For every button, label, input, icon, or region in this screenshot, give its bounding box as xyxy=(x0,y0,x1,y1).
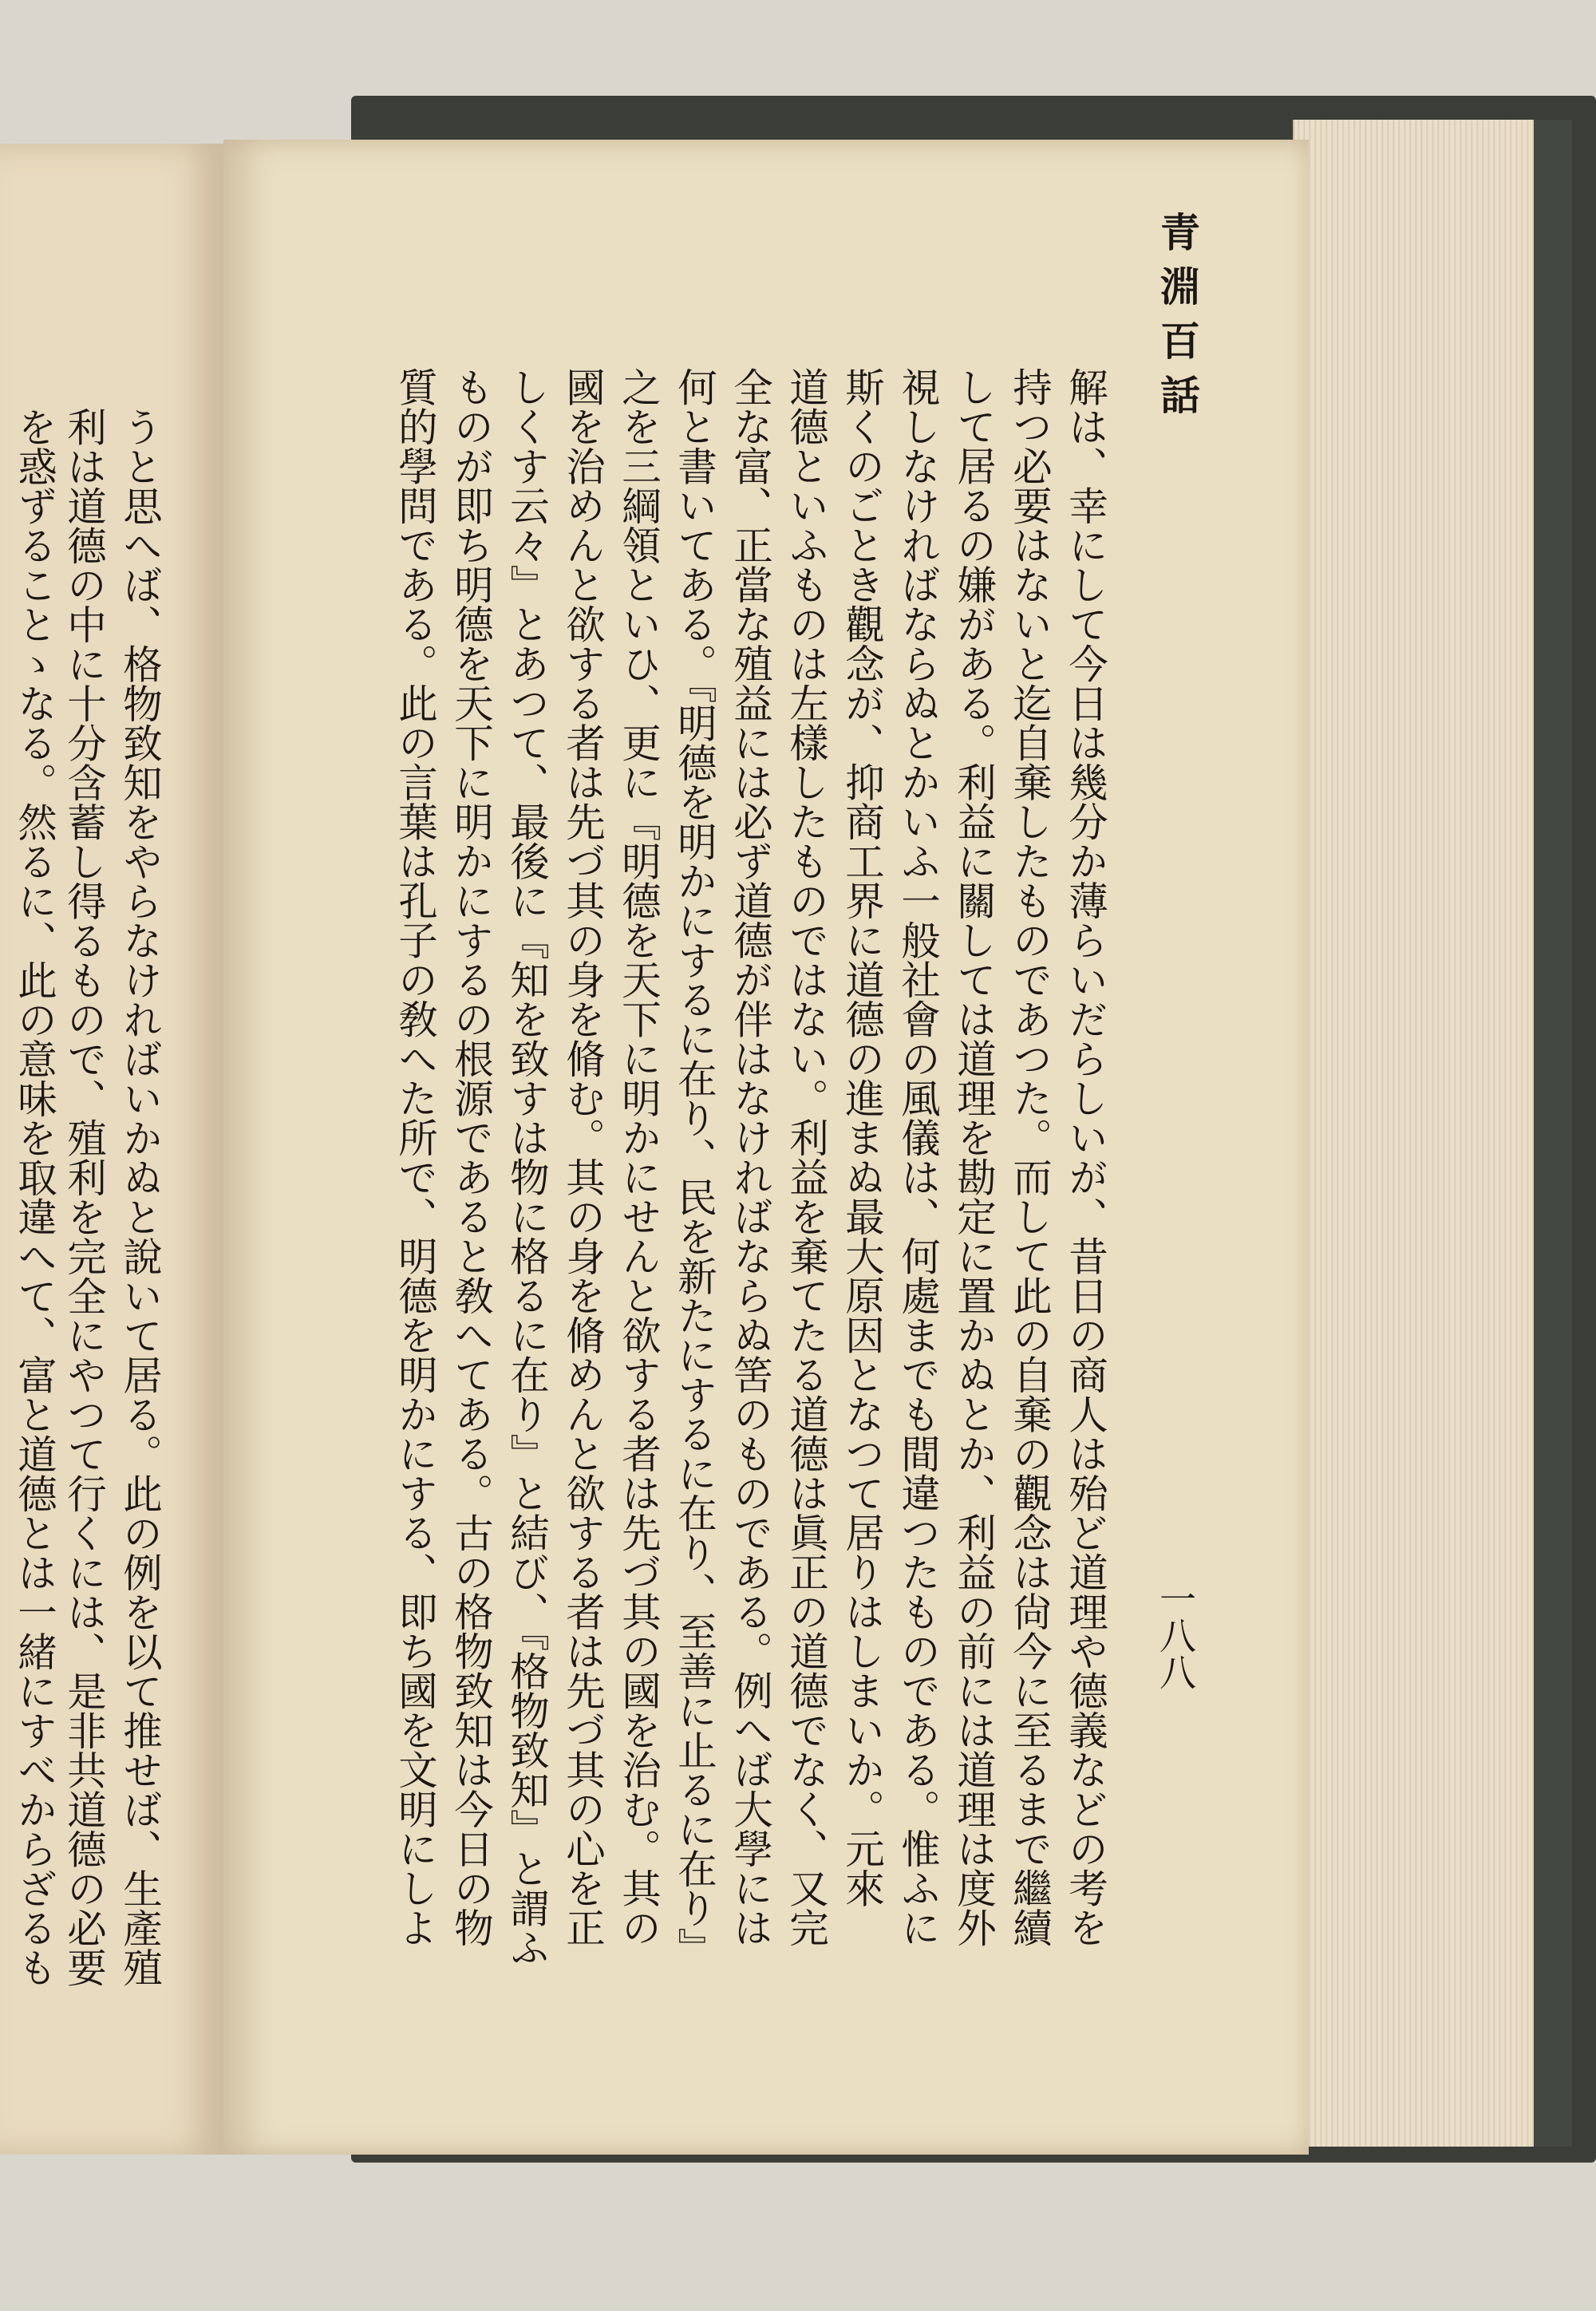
text-line: 國を治めんと欲する者は先づ其の身を脩む。其の身を脩めんと欲する者は先づ其の心を正 xyxy=(559,367,606,1947)
running-title: 青淵百話 xyxy=(1154,211,1201,429)
left-page-line: を惑ずることゝなる。然るに、此の意味を取違へて、富と道德とは一緒にすべからざるも xyxy=(11,407,58,1987)
text-line: 持つ必要はないと迄自棄したものであつた。而して此の自棄の觀念は尙今に至るまで繼續 xyxy=(1006,367,1053,1947)
left-page xyxy=(0,144,226,2155)
left-page-line: 利は道德の中に十分含蓄し得るもので、殖利を完全にやつて行くには、是非共道德の必要 xyxy=(61,407,108,1987)
text-line: 道德といふものは左樣したものではない。利益を棄てたる道德は眞正の道德でなく、又完 xyxy=(783,367,830,1947)
text-line: 斯くのごとき觀念が、抑商工界に道德の進まぬ最大原因となつて居りはしまいか。元來 xyxy=(839,367,886,1908)
text-line: 視しなければならぬとかいふ一般社會の風儀は、何處までも間違つたものである。惟ふに xyxy=(895,367,942,1947)
text-line: して居るの嫌がある。利益に關しては道理を勘定に置かぬとか、利益の前には道理は度外 xyxy=(950,367,998,1947)
text-line: 全な富、正當な殖益には必ず道德が伴はなければならぬ筈のものである。例へば大學には xyxy=(727,367,774,1947)
text-line: しくす云々』とあつて、最後に『知を致すは物に格るに在り』と結び、『格物致知』と謂ふ xyxy=(504,367,551,1967)
left-page-line: うと思へば、格物致知をやらなければいかぬと說いて居る。此の例を以て推せば、生產殖 xyxy=(117,407,164,1987)
text-line: 何と書いてある。『明德を明かにするに在り、民を新たにするに在り、至善に止るに在り』 xyxy=(671,367,718,1967)
text-line: ものが即ち明德を天下に明かにするの根源であると敎へてある。古の格物致知は今日の物 xyxy=(448,367,495,1947)
page-number: 一八八 xyxy=(1154,1580,1197,1690)
text-line: 之を三綱領といひ、更に『明德を天下に明かにせんと欲する者は先づ其の國を治む。其の xyxy=(615,367,662,1947)
text-line: 質的學問である。此の言葉は孔子の敎へた所で、明德を明かにする、即ち國を文明にしよ xyxy=(392,367,439,1947)
right-page xyxy=(223,140,1309,2155)
text-line: 解は、幸にして今日は幾分か薄らいだらしいが、昔日の商人は殆ど道理や德義などの考を xyxy=(1062,367,1109,1947)
page-edges xyxy=(1293,120,1534,2147)
